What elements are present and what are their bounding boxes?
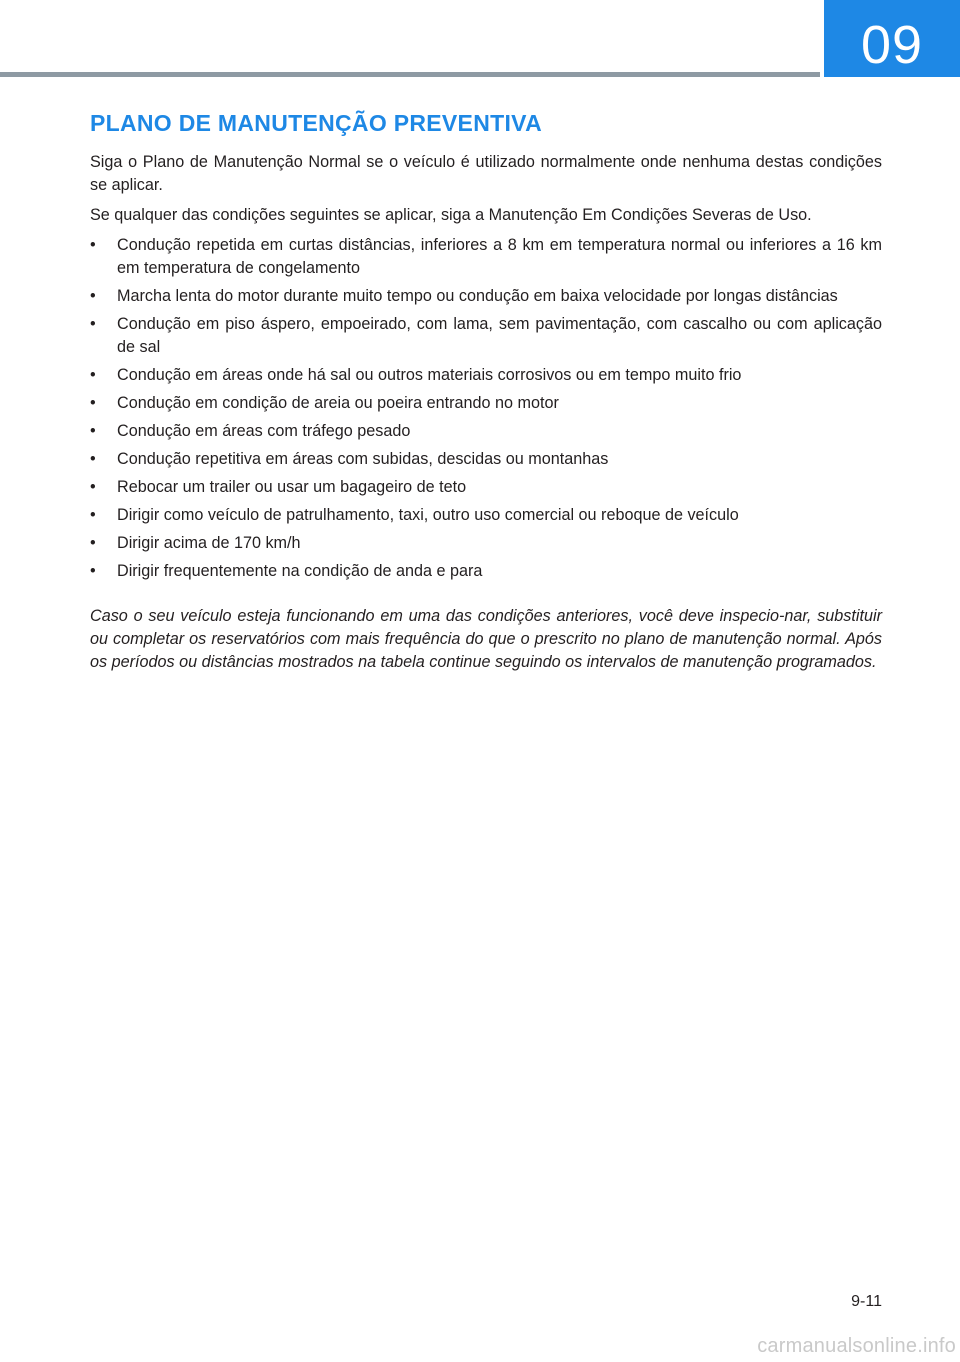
bullet-icon: • xyxy=(90,394,96,412)
list-item-text: Marcha lenta do motor durante muito tempo ou condução em baixa velocidade por longas distâncias xyxy=(117,287,838,305)
bullet-icon: • xyxy=(90,236,96,254)
intro-paragraph: Siga o Plano de Manutenção Normal se o veículo é utilizado normalmente onde nenhuma destas condições se aplicar. xyxy=(90,153,882,194)
bullet-icon: • xyxy=(90,478,96,496)
section-title: PLANO DE MANUTENÇÃO PREVENTIVA xyxy=(90,110,542,136)
list-item xyxy=(90,364,882,387)
list-item xyxy=(90,532,882,555)
list-item xyxy=(90,476,882,499)
list-item-text: Dirigir acima de 170 km/h xyxy=(117,534,301,552)
list-item xyxy=(90,560,882,583)
page-content xyxy=(90,110,882,674)
list-item-text: Condução em áreas com tráfego pesado xyxy=(117,422,411,440)
chapter-tab: 09 xyxy=(824,0,960,77)
bullet-icon: • xyxy=(90,422,96,440)
watermark: carmanualsonline.info xyxy=(757,1335,956,1357)
severe-conditions-list xyxy=(90,234,882,583)
intro-paragraph: Se qualquer das condições seguintes se aplicar, siga a Manutenção Em Condições Severas de Uso. xyxy=(90,206,812,224)
bullet-icon: • xyxy=(90,287,96,305)
list-item-text: Condução em piso áspero, empoeirado, com lama, sem pavimentação, com cascalho ou com aplicação de sal xyxy=(117,315,882,356)
list-item-text: Condução repetitiva em áreas com subidas, descidas ou montanhas xyxy=(117,450,609,468)
list-item-text: Dirigir frequentemente na condição de anda e para xyxy=(117,562,483,580)
bullet-icon: • xyxy=(90,366,96,384)
bullet-icon: • xyxy=(90,534,96,552)
maintenance-note: Caso o seu veículo esteja funcionando em uma das condições anteriores, você deve inspecio-nar, substituir ou completar os reservatórios com mais frequência do que o prescrito no plano de manutenção normal. Após os períodos ou distâncias mostrados na tabela continue seguindo os intervalos de manutenção programados. xyxy=(90,607,882,671)
page-number: 9-11 xyxy=(851,1293,882,1310)
list-item xyxy=(90,285,882,308)
list-item-text: Dirigir como veículo de patrulhamento, taxi, outro uso comercial ou reboque de veículo xyxy=(117,506,739,524)
list-item xyxy=(90,420,882,443)
list-item xyxy=(90,313,882,359)
list-item xyxy=(90,234,882,280)
bullet-icon: • xyxy=(90,315,96,333)
bullet-icon: • xyxy=(90,450,96,468)
list-item-text: Rebocar um trailer ou usar um bagageiro de teto xyxy=(117,478,467,496)
list-item xyxy=(90,504,882,527)
list-item xyxy=(90,392,882,415)
bullet-icon: • xyxy=(90,562,96,580)
bullet-icon: • xyxy=(90,506,96,524)
list-item-text: Condução em áreas onde há sal ou outros materiais corrosivos ou em tempo muito frio xyxy=(117,366,742,384)
list-item-text: Condução repetida em curtas distâncias, inferiores a 8 km em temperatura normal ou inferiores a 16 km em temperatura de congelamento xyxy=(117,236,882,277)
list-item xyxy=(90,448,882,471)
header-rule xyxy=(0,72,820,77)
list-item-text: Condução em condição de areia ou poeira entrando no motor xyxy=(117,394,559,412)
